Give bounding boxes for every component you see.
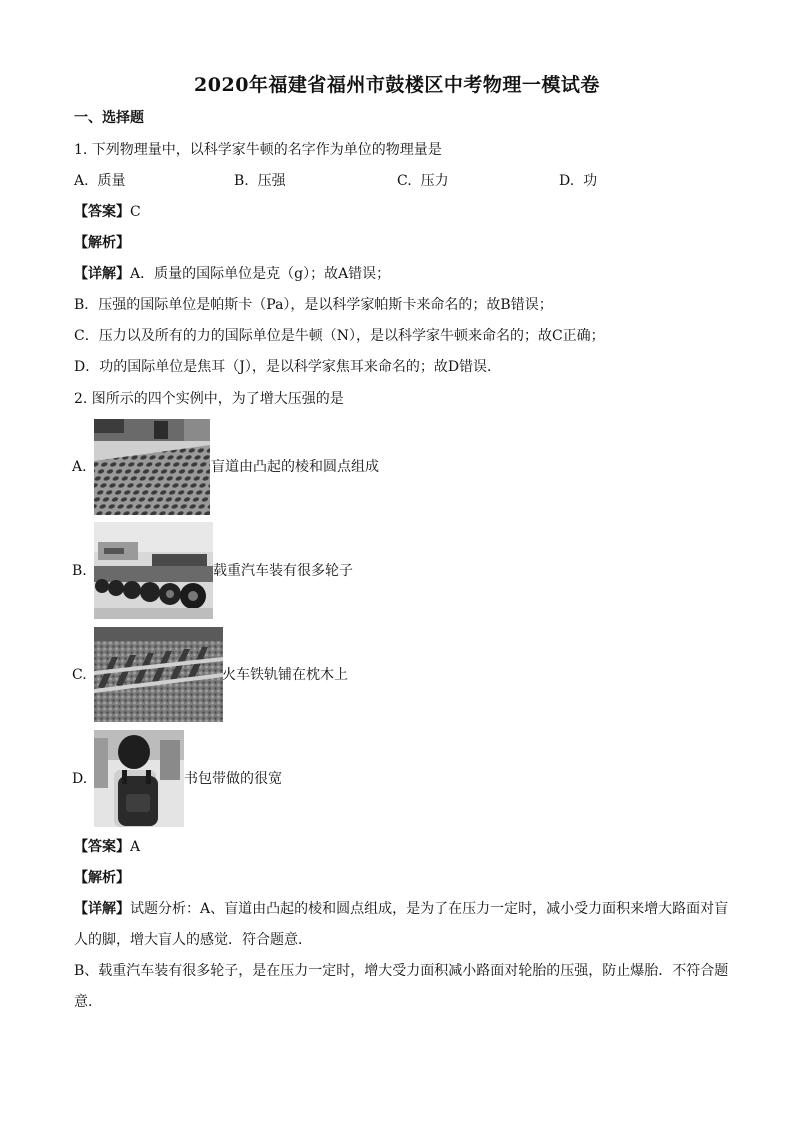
page-title: 2020年福建省福州市鼓楼区中考物理一模试卷: [194, 74, 600, 96]
q2-analysis-label-text: 【解析】: [74, 870, 130, 886]
q1-analysis-label-text: 【解析】: [74, 235, 130, 251]
q2-option-c-letter: C.: [72, 667, 87, 683]
q1-option-a-letter: A.: [74, 173, 89, 189]
q1-option-d-text: 功: [583, 173, 598, 189]
q1-option-d-letter: D.: [559, 173, 575, 189]
q1-option-c: [397, 171, 449, 191]
q2-detail-line-4: 意．: [74, 994, 102, 1010]
question-1-stem: 1. 下列物理量中，以科学家牛顿的名字作为单位的物理量是: [74, 142, 442, 158]
schoolbag-photo: [94, 730, 184, 827]
railway-track-photo: [94, 627, 223, 722]
q1-option-c-text: 压力: [420, 173, 449, 189]
q2-answer-value: A: [130, 839, 141, 855]
q2-answer: [74, 837, 140, 857]
question-2-stem: 2. 图所示的四个实例中，为了增大压强的是: [74, 391, 344, 407]
q1-answer-value: C: [130, 204, 141, 220]
q1-detail-line-1: [74, 264, 390, 284]
q1-option-a-text: 质量: [97, 173, 126, 189]
tactile-paving-photo: [94, 419, 210, 515]
q1-option-b: [234, 171, 286, 191]
heavy-truck-photo: [94, 522, 213, 619]
q1-answer-label: 【答案】: [74, 204, 130, 220]
q2-detail-line-1: [74, 899, 728, 919]
q1-detail-line-4: D．功的国际单位是焦耳（J），是以科学家焦耳来命名的；故D错误．: [74, 359, 502, 375]
q2-detail-line-3: B、载重汽车装有很多轮子，是在压力一定时，增大受力面积减小路面对轮胎的压强，防止爆胎．不符合题: [74, 963, 729, 979]
q1-detail-label: 【详解】: [74, 266, 130, 282]
q2-option-c-text: 火车铁轨铺在枕木上: [222, 667, 348, 683]
q2-option-b-text: 载重汽车装有很多轮子: [213, 563, 353, 579]
q1-option-d: [559, 171, 597, 191]
q2-option-d-letter: D.: [72, 771, 88, 787]
q2-detail-line-2: 人的脚，增大盲人的感觉．符合题意．: [74, 932, 312, 948]
q1-detail-line-3: C．压力以及所有的力的国际单位是牛顿（N），是以科学家牛顿来命名的；故C正确；: [74, 328, 605, 344]
q1-analysis-label: [74, 233, 130, 253]
section-heading: 一、选择题: [74, 110, 144, 126]
q2-option-a-text: 盲道由凸起的棱和圆点组成: [211, 459, 379, 475]
q2-option-b-letter: B.: [72, 563, 87, 579]
q2-detail-label: 【详解】: [74, 901, 130, 917]
q1-option-a: [74, 171, 125, 191]
q1-answer: [74, 202, 141, 222]
q1-option-b-letter: B.: [234, 173, 249, 189]
q2-detail-text-1: 试题分析：A、盲道由凸起的棱和圆点组成，是为了在压力一定时，减小受力面积来增大路面对盲: [130, 901, 729, 917]
q1-detail-text-1: A．质量的国际单位是克（g）；故A错误；: [130, 266, 391, 282]
q2-option-d-text: 书包带做的很宽: [184, 771, 282, 787]
q2-analysis-label: [74, 868, 130, 888]
q1-option-c-letter: C.: [397, 173, 412, 189]
q1-option-b-text: 压强: [257, 173, 286, 189]
q2-option-a-letter: A.: [72, 459, 87, 475]
q2-answer-label: 【答案】: [74, 839, 130, 855]
q1-detail-line-2: B．压强的国际单位是帕斯卡（Pa），是以科学家帕斯卡来命名的；故B错误；: [74, 297, 553, 313]
